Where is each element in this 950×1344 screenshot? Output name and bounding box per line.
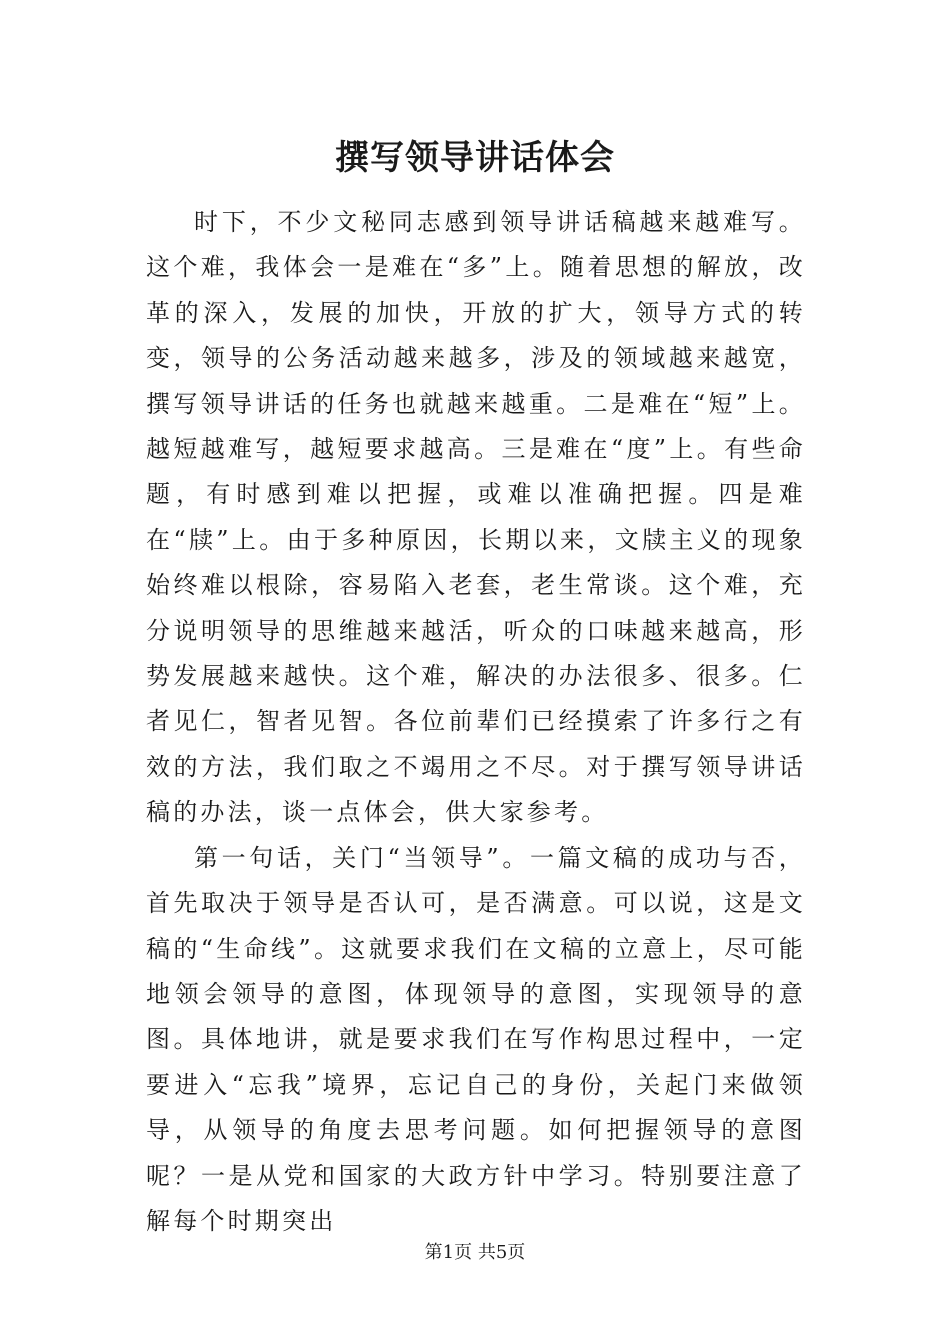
paragraph-intro: 时下，不少文秘同志感到领导讲话稿越来越难写。这个难，我体会一是难在“多”上。随着思想的解放，改革的深入，发展的加快，开放的扩大，领导方式的转变，领导的公务活动越来越多，涉及的领域越来越宽，撰写领导讲话的任务也就越来越重。二是难在“短”上。越短越难写，越短要求越高。三是难在“度”上。有些命题，有时感到难以把握，或难以准确把握。四是难在“牍”上。由于多种原因，长期以来，文牍主义的现象始终难以根除，容易陷入老套，老生常谈。这个难，充分说明领导的思维越来越活，听众的口味越来越高，形势发展越来越快。这个难，解决的办法很多、很多。仁者见仁，智者见智。各位前辈们已经摸索了许多行之有效的方法，我们取之不竭用之不尽。对于撰写领导讲话稿的办法，谈一点体会，供大家参考。 bbox=[146, 208, 806, 827]
document-body bbox=[146, 200, 806, 1244]
document-title: 撰写领导讲话体会 bbox=[335, 138, 615, 178]
page-footer: 第1页 共5页 bbox=[424, 1242, 526, 1263]
paragraph-first-point: 第一句话，关门“当领导”。一篇文稿的成功与否，首先取决于领导是否认可，是否满意。可以说，这是文稿的“生命线”。这就要求我们在文稿的立意上，尽可能地领会领导的意图，体现领导的意图，实现领导的意图。具体地讲，就是要求我们在写作构思过程中，一定要进入“忘我”境界，忘记自己的身份，关起门来做领导，从领导的角度去思考问题。如何把握领导的意图呢？一是从党和国家的大政方针中学习。特别要注意了解每个时期突出 bbox=[146, 843, 806, 1235]
